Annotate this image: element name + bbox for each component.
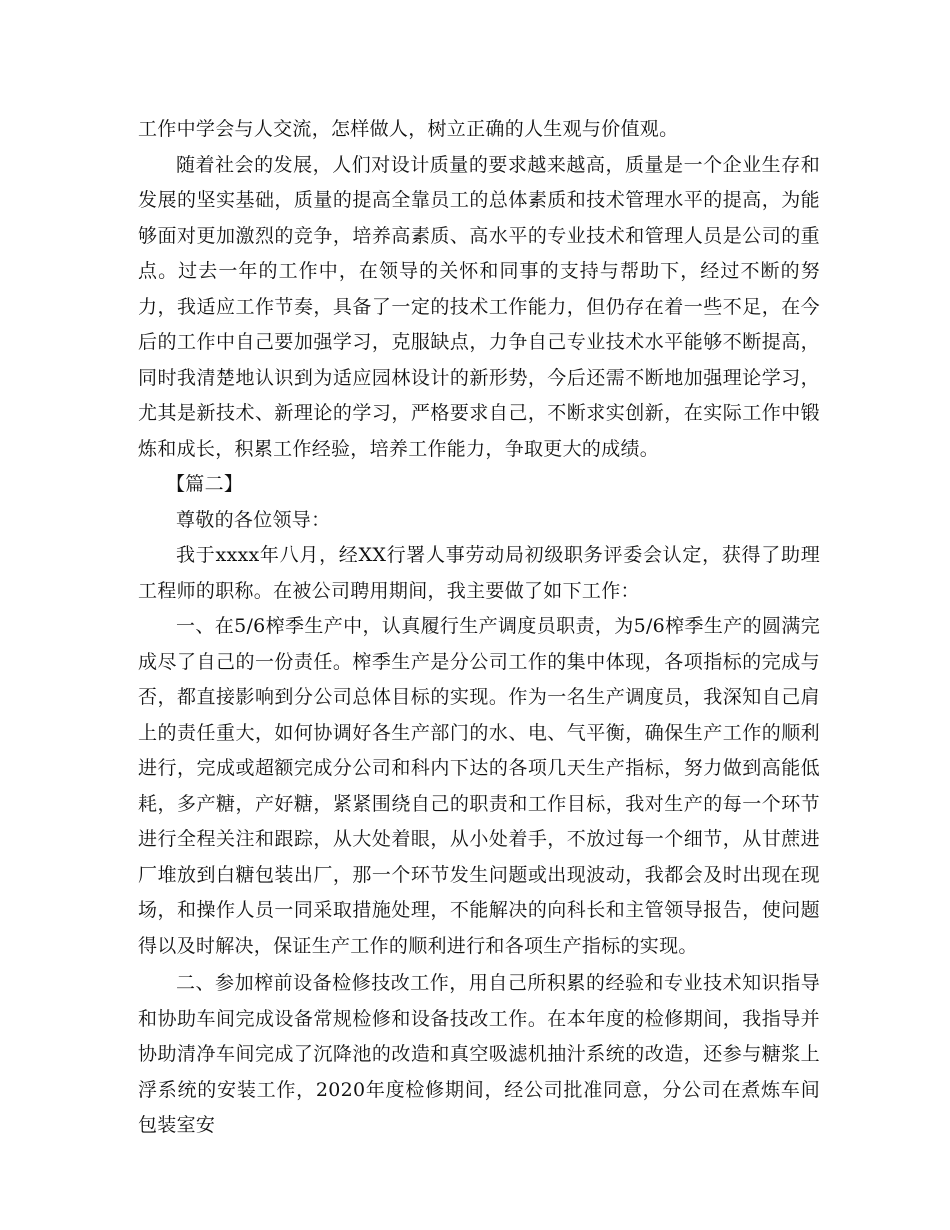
document-page (138, 112, 820, 1144)
paragraph-work-item-2: 二、参加榨前设备检修技改工作，用自己所积累的经验和专业技术知识指导和协助车间完成设备常规检修和设备技改工作。在本年度的检修期间，我指导并协助清净车间完成了沉降池的改造和真空吸滤机抽汁系统的改造，还参与糖浆上浮系统的安装工作，2020年度检修期间，经公司批准同意，分公司在煮炼车间包装室安 (138, 972, 820, 1136)
paragraph-quality: 随着社会的发展，人们对设计质量的要求越来越高，质量是一个企业生存和发展的坚实基础，质量的提高全靠员工的总体素质和技术管理水平的提高，为能够面对更加激烈的竞争，培养高素质、高水平的专业技术和管理人员是公司的重点。过去一年的工作中，在领导的关怀和同事的支持与帮助下，经过不断的努力，我适应工作节奏，具备了一定的技术工作能力，但仍存在着一些不足，在今后的工作中自己要加强学习，克服缺点，力争自己专业技术水平能够不断提高，同时我清楚地认识到为适应园林设计的新形势，今后还需不断地加强理论学习，尤其是新技术、新理论的学习，严格要求自己，不断求实创新，在实际工作中锻炼和成长，积累工作经验，培养工作能力，争取更大的成绩。 (138, 153, 820, 460)
section-heading: 【篇二】 (166, 473, 244, 495)
paragraph-title-award: 我于xxxx年八月，经XX行署人事劳动局初级职务评委会认定，获得了助理工程师的职称。在被公司聘用期间，我主要做了如下工作： (138, 544, 820, 602)
salutation: 尊敬的各位领导： (176, 508, 331, 531)
paragraph-work-item-1: 一、在5/6榨季生产中，认真履行生产调度员职责，为5/6榨季生产的圆满完成尽了自己的一份责任。榨季生产是分公司工作的集中体现，各项指标的完成与否，都直接影响到分公司总体目标的实现。作为一名生产调度员，我深知自己肩上的责任重大，如何协调好各生产部门的水、电、气平衡，确保生产工作的顺利进行，完成或超额完成分公司和科内下达的各项几天生产指标，努力做到高能低耗，多产糖，产好糖，紧紧围绕自己的职责和工作目标，我对生产的每一个环节进行全程关注和跟踪，从大处着眼，从小处着手，不放过每一个细节，从甘蔗进厂堆放到白糖包装出厂，那一个环节发生问题或出现波动，我都会及时出现在现场，和操作人员一同采取措施处理，不能解决的向科长和主管领导报告，使问题得以及时解决，保证生产工作的顺利进行和各项生产指标的实现。 (138, 615, 820, 957)
paragraph-continuation: 工作中学会与人交流，怎样做人，树立正确的人生观与价值观。 (138, 118, 679, 140)
